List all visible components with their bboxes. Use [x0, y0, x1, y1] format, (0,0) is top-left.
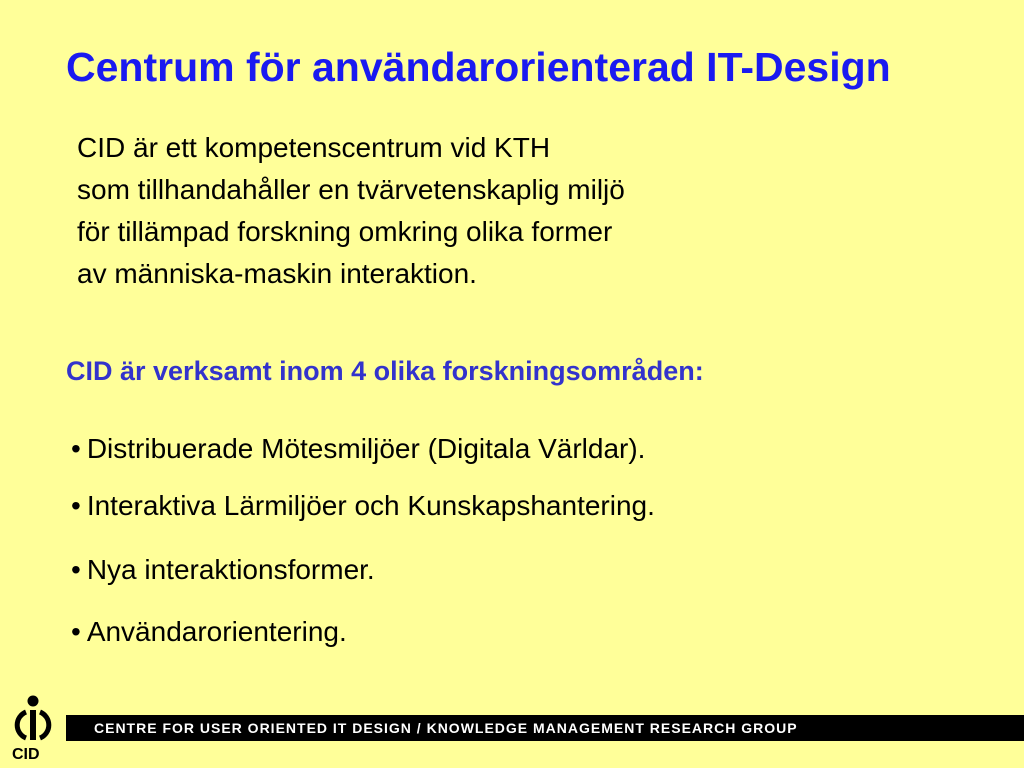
research-areas-heading: CID är verksamt inom 4 olika forskningsområden: — [66, 356, 704, 386]
list-item — [71, 551, 375, 589]
intro-line: som tillhandahåller en tvärvetenskaplig miljö — [77, 174, 625, 205]
bullet-icon: • — [71, 490, 81, 521]
logo-text: CID — [12, 746, 40, 763]
bullet-icon: • — [71, 433, 81, 464]
intro-line: av människa-maskin interaktion. — [77, 258, 477, 289]
list-item-label: Interaktiva Lärmiljöer och Kunskapshantering. — [86, 490, 655, 521]
intro-line: för tillämpad forskning omkring olika former — [77, 216, 613, 247]
bullet-icon: • — [71, 616, 81, 647]
intro-line: CID är ett kompetenscentrum vid KTH — [77, 132, 551, 163]
intro-paragraph — [77, 127, 625, 295]
list-item — [71, 487, 655, 525]
footer-banner — [66, 715, 1024, 741]
bullet-icon: • — [71, 554, 81, 585]
footer-text: CENTRE FOR USER ORIENTED IT DESIGN / KNOWLEDGE MANAGEMENT RESEARCH GROUP — [94, 720, 798, 736]
list-item — [71, 430, 645, 468]
list-item — [71, 613, 347, 651]
slide-title: Centrum för användarorienterad IT-Design — [66, 44, 891, 90]
list-item-label: Användarorientering. — [86, 616, 347, 647]
list-item-label: Nya interaktionsformer. — [86, 554, 375, 585]
list-item-label: Distribuerade Mötesmiljöer (Digitala Världar). — [86, 433, 646, 464]
